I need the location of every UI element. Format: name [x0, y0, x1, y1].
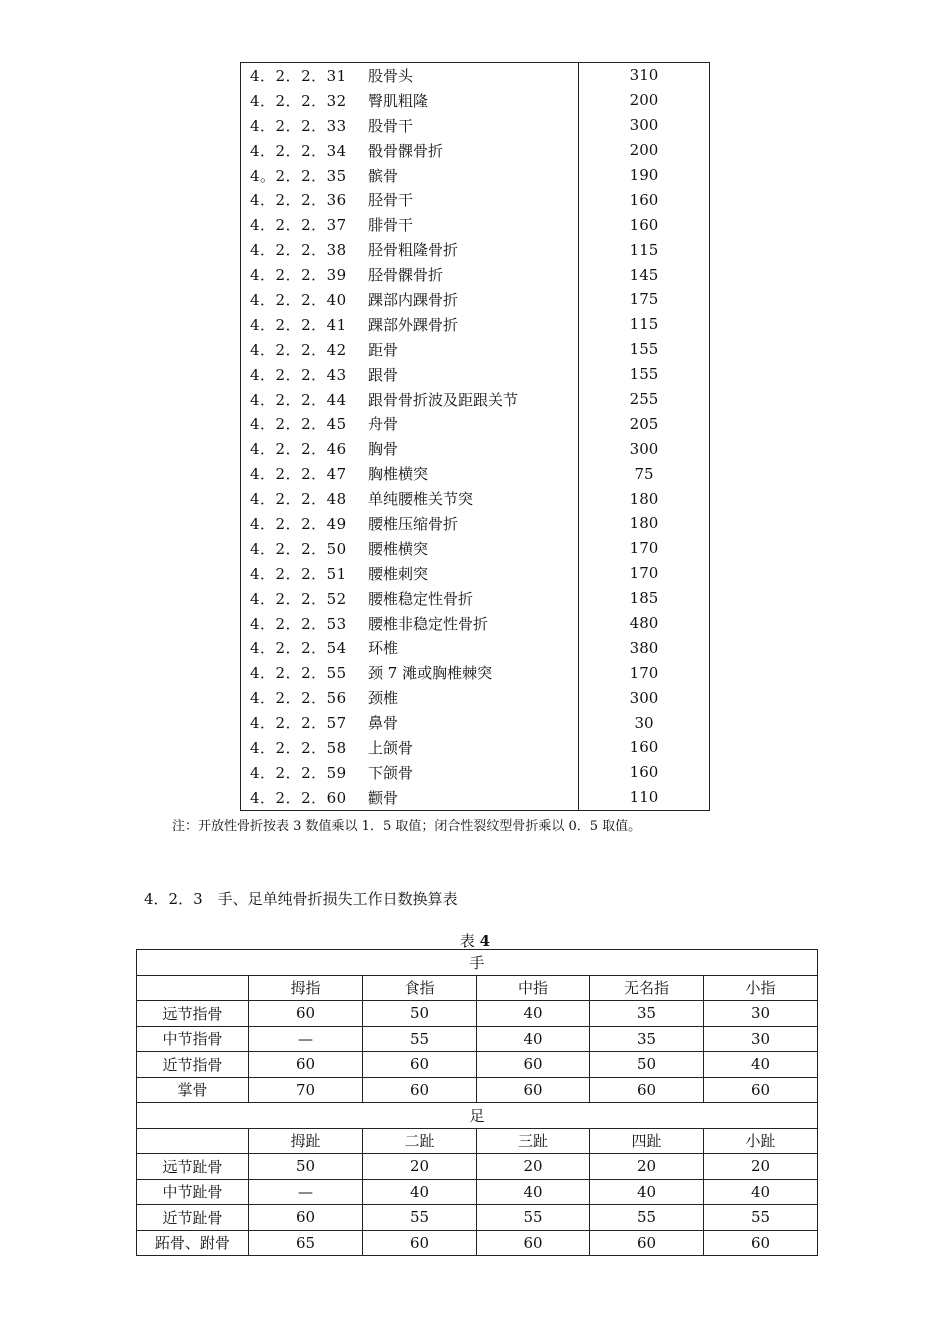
fracture-workday-table	[240, 62, 710, 811]
table-row	[241, 387, 710, 412]
table-cell: 60	[704, 1077, 818, 1103]
workday-value: 155	[629, 365, 659, 384]
workday-value: 310	[629, 66, 659, 85]
fracture-site: 胫骨粗隆骨折	[360, 237, 579, 262]
fracture-site: 胫骨髁骨折	[360, 262, 579, 287]
fracture-site: 腰椎非稳定性骨折	[360, 611, 579, 636]
table-row	[241, 685, 710, 710]
fracture-code: 4．2．2．32	[250, 91, 347, 110]
fracture-site: 胸椎横突	[360, 461, 579, 486]
fracture-code: 4．2．2．31	[250, 66, 347, 85]
fracture-site: 跟骨骨折波及距跟关节	[360, 387, 579, 412]
table-cell: —	[249, 1026, 363, 1052]
row-label: 近节趾骨	[137, 1205, 249, 1231]
fracture-code: 4．2．2．38	[250, 241, 347, 260]
table-cell: 20	[477, 1154, 590, 1180]
row-label: 跖骨、跗骨	[137, 1230, 249, 1256]
table-row	[241, 461, 710, 486]
column-header: 二趾	[363, 1128, 477, 1154]
fracture-site: 鼻骨	[360, 710, 579, 735]
table-cell: 55	[590, 1205, 704, 1231]
column-header: 小趾	[704, 1128, 818, 1154]
corner-cell	[137, 1128, 249, 1154]
workday-value: 180	[629, 489, 659, 508]
workday-value: 170	[629, 663, 659, 682]
table-row	[241, 237, 710, 262]
fracture-site: 颈椎	[360, 685, 579, 710]
fracture-code: 4．2．2．52	[250, 589, 347, 608]
table-cell: 20	[363, 1154, 477, 1180]
table-row	[241, 536, 710, 561]
fracture-site: 踝部内踝骨折	[360, 287, 579, 312]
fracture-code: 4．2．2．53	[250, 614, 347, 633]
table-cell: 40	[477, 1026, 590, 1052]
table-cell: 30	[704, 1001, 818, 1027]
workday-value: 200	[629, 91, 659, 110]
table-row	[241, 511, 710, 536]
table-row	[241, 760, 710, 785]
table-row	[241, 635, 710, 660]
column-header: 三趾	[477, 1128, 590, 1154]
table-cell: 60	[590, 1077, 704, 1103]
fracture-site: 腰椎横突	[360, 536, 579, 561]
table-row	[241, 337, 710, 362]
hand-foot-table-body	[137, 950, 818, 1256]
workday-value: 205	[629, 414, 659, 433]
fracture-code: 4．2．2．39	[250, 266, 347, 285]
table-row	[241, 362, 710, 387]
fracture-code: 4．2．2．46	[250, 440, 347, 459]
fracture-code: 4．2．2．44	[250, 390, 347, 409]
table-row	[241, 660, 710, 685]
workday-value: 145	[629, 265, 659, 284]
fracture-code: 4．2．2．51	[250, 564, 347, 583]
table-cell: 55	[363, 1205, 477, 1231]
fracture-code: 4．2．2．41	[250, 315, 347, 334]
workday-value: 160	[629, 763, 659, 782]
table-row	[137, 1205, 818, 1231]
table-cell: 60	[249, 1052, 363, 1078]
table-cell: 50	[590, 1052, 704, 1078]
workday-value: 155	[629, 340, 659, 359]
table-cell: 40	[704, 1052, 818, 1078]
hand-section-title: 手	[137, 950, 818, 976]
caption-number: 4	[479, 932, 491, 950]
table-cell: 35	[590, 1026, 704, 1052]
fracture-site: 上颌骨	[360, 735, 579, 760]
fracture-code: 4．2．2．47	[250, 465, 347, 484]
table-cell: 40	[704, 1179, 818, 1205]
table-row	[241, 735, 710, 760]
workday-value: 160	[629, 738, 659, 757]
column-header: 无名指	[590, 975, 704, 1001]
table-cell: —	[249, 1179, 363, 1205]
table-cell: 60	[704, 1230, 818, 1256]
table-cell: 55	[704, 1205, 818, 1231]
table-cell: 40	[477, 1001, 590, 1027]
fracture-site: 颧骨	[360, 785, 579, 810]
table-cell: 40	[363, 1179, 477, 1205]
fracture-code: 4。2．2．35	[250, 166, 347, 185]
fracture-code: 4．2．2．45	[250, 415, 347, 434]
row-label: 中节趾骨	[137, 1179, 249, 1205]
table-cell: 70	[249, 1077, 363, 1103]
table-row	[241, 113, 710, 138]
table-cell: 60	[363, 1052, 477, 1078]
table-cell: 65	[249, 1230, 363, 1256]
fracture-site: 胸骨	[360, 436, 579, 461]
table-note: 注：开放性骨折按表 3 数值乘以 1．5 取值；闭合性裂纹型骨折乘以 0．5 取值。	[172, 819, 642, 834]
table-cell: 55	[477, 1205, 590, 1231]
table-cell: 50	[249, 1154, 363, 1180]
fracture-table-body	[241, 63, 710, 811]
foot-header-row	[137, 1128, 818, 1154]
fracture-code: 4．2．2．48	[250, 490, 347, 509]
fracture-code: 4．2．2．43	[250, 365, 347, 384]
workday-value: 115	[629, 315, 659, 334]
table-cell: 40	[477, 1179, 590, 1205]
fracture-site: 腰椎稳定性骨折	[360, 586, 579, 611]
table-row	[137, 1026, 818, 1052]
table-row	[241, 212, 710, 237]
workday-value: 110	[629, 788, 659, 807]
fracture-code: 4．2．2．42	[250, 340, 347, 359]
workday-value: 170	[629, 539, 659, 558]
table-cell: 50	[363, 1001, 477, 1027]
fracture-site: 腰椎压缩骨折	[360, 511, 579, 536]
column-header: 中指	[477, 975, 590, 1001]
fracture-code: 4．2．2．60	[250, 788, 347, 807]
table-row	[137, 1154, 818, 1180]
foot-section-title: 足	[137, 1103, 818, 1129]
column-header: 拇指	[249, 975, 363, 1001]
workday-value: 300	[629, 688, 659, 707]
row-label: 远节指骨	[137, 1001, 249, 1027]
table-row	[241, 287, 710, 312]
row-label: 远节趾骨	[137, 1154, 249, 1180]
table-cell: 60	[477, 1077, 590, 1103]
workday-value: 380	[629, 638, 659, 657]
table-cell: 55	[363, 1026, 477, 1052]
fracture-site: 腰椎刺突	[360, 561, 579, 586]
fracture-site: 股骨头	[360, 63, 579, 88]
table-cell: 20	[704, 1154, 818, 1180]
table-cell: 40	[590, 1179, 704, 1205]
workday-value: 300	[629, 439, 659, 458]
caption-prefix: 表	[459, 932, 475, 950]
corner-cell	[137, 975, 249, 1001]
fracture-site: 臀肌粗隆	[360, 88, 579, 113]
workday-value: 480	[629, 614, 659, 633]
fracture-site: 环椎	[360, 635, 579, 660]
table-caption	[0, 930, 950, 951]
workday-value: 75	[634, 464, 654, 483]
section-heading: 4．2．3 手、足单纯骨折损失工作日数换算表	[144, 890, 458, 908]
workday-value: 190	[629, 166, 659, 184]
table-row	[241, 63, 710, 88]
table-cell: 20	[590, 1154, 704, 1180]
fracture-code: 4．2．2．33	[250, 116, 347, 135]
hand-foot-fracture-table	[136, 949, 818, 1256]
table-cell: 60	[249, 1001, 363, 1027]
fracture-site: 舟骨	[360, 411, 579, 436]
row-label: 掌骨	[137, 1077, 249, 1103]
fracture-code: 4．2．2．55	[250, 664, 347, 683]
row-label: 中节指骨	[137, 1026, 249, 1052]
fracture-site: 股骨干	[360, 113, 579, 138]
table-row	[137, 1179, 818, 1205]
workday-value: 300	[629, 116, 659, 135]
fracture-code: 4．2．2．49	[250, 514, 347, 533]
fracture-code: 4．2．2．59	[250, 763, 347, 782]
workday-value: 255	[629, 390, 659, 409]
table-row	[241, 163, 710, 188]
table-row	[241, 710, 710, 735]
table-row	[241, 586, 710, 611]
workday-value: 175	[629, 290, 659, 309]
workday-value: 170	[629, 564, 659, 583]
fracture-code: 4．2．2．36	[250, 191, 347, 210]
column-header: 食指	[363, 975, 477, 1001]
foot-title-row	[137, 1103, 818, 1129]
workday-value: 160	[629, 190, 659, 209]
table-cell: 60	[477, 1052, 590, 1078]
fracture-code: 4．2．2．50	[250, 539, 347, 558]
table-row	[137, 1052, 818, 1078]
fracture-code: 4．2．2．56	[250, 689, 347, 708]
hand-title-row	[137, 950, 818, 976]
workday-value: 115	[629, 240, 659, 259]
table-row	[241, 187, 710, 212]
fracture-site: 跟骨	[360, 362, 579, 387]
table-row	[137, 1001, 818, 1027]
fracture-site: 距骨	[360, 337, 579, 362]
workday-value: 30	[634, 713, 654, 732]
table-row	[241, 262, 710, 287]
row-label: 近节指骨	[137, 1052, 249, 1078]
table-row	[241, 411, 710, 436]
table-row	[241, 486, 710, 511]
table-row	[241, 312, 710, 337]
table-row	[241, 436, 710, 461]
fracture-site: 单纯腰椎关节突	[360, 486, 579, 511]
fracture-site: 髌骨	[360, 163, 579, 188]
fracture-site: 胫骨干	[360, 187, 579, 212]
table-row	[241, 561, 710, 586]
workday-value: 180	[629, 514, 659, 533]
fracture-site: 下颌骨	[360, 760, 579, 785]
table-row	[241, 785, 710, 810]
hand-header-row	[137, 975, 818, 1001]
fracture-code: 4．2．2．58	[250, 738, 347, 757]
fracture-code: 4．2．2．34	[250, 141, 347, 160]
table-cell: 60	[477, 1230, 590, 1256]
fracture-site: 骰骨髁骨折	[360, 138, 579, 163]
table-cell: 30	[704, 1026, 818, 1052]
fracture-code: 4．2．2．40	[250, 290, 347, 309]
table-row	[241, 611, 710, 636]
table-row	[137, 1230, 818, 1256]
table-row	[241, 88, 710, 113]
table-cell: 60	[590, 1230, 704, 1256]
fracture-code: 4．2．2．54	[250, 639, 347, 658]
workday-value: 160	[629, 215, 659, 234]
table-cell: 60	[363, 1077, 477, 1103]
fracture-site: 颈 7 滩或胸椎棘突	[360, 660, 579, 685]
table-row	[137, 1077, 818, 1103]
fracture-site: 踝部外踝骨折	[360, 312, 579, 337]
table-cell: 35	[590, 1001, 704, 1027]
fracture-code: 4．2．2．57	[250, 714, 347, 733]
workday-value: 185	[629, 589, 659, 608]
fracture-code: 4．2．2．37	[250, 216, 347, 235]
column-header: 四趾	[590, 1128, 704, 1154]
fracture-site: 腓骨干	[360, 212, 579, 237]
table-row	[241, 138, 710, 163]
workday-value: 200	[629, 141, 659, 160]
column-header: 拇趾	[249, 1128, 363, 1154]
table-cell: 60	[363, 1230, 477, 1256]
table-cell: 60	[249, 1205, 363, 1231]
column-header: 小指	[704, 975, 818, 1001]
